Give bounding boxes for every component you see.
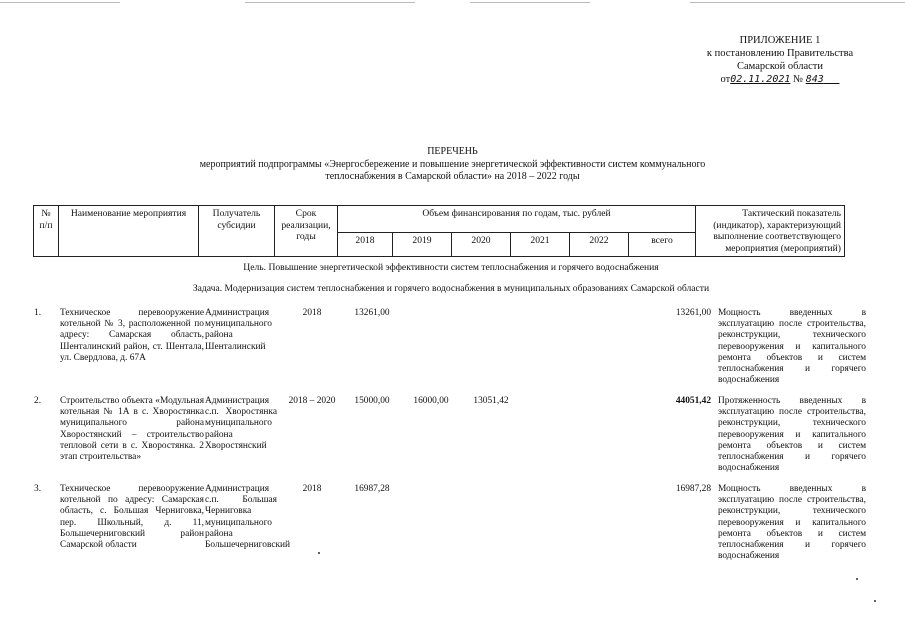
appendix-title: ПРИЛОЖЕНИЕ 1 — [739, 35, 821, 46]
row-number: 1. — [34, 308, 42, 318]
document-title: ПЕРЕЧЕНЬ — [427, 146, 478, 157]
scan-artifact-line — [0, 2, 120, 3]
header-year-2018: 2018 — [338, 233, 393, 257]
row-amount-2018: 15000,00 — [354, 396, 390, 406]
row-total: 13261,00 — [675, 308, 711, 318]
scan-speck — [318, 552, 320, 554]
row-indicator: Протяженность введенных в эксплуатацию после строительства, реконструкции, технического перевооружения и капитального ремонта объектов и систем теплоснабжения и горячего водоснабжения — [718, 396, 866, 474]
row-term: 2018 – 2020 — [288, 396, 336, 406]
document-title-block — [150, 146, 755, 184]
row-number: 2. — [34, 396, 42, 406]
row-name: Строительство объекта «Модульная котельная № 1А в с. Хворостянка муниципального района Хворостянский – строительство тепловой сети в с. Хворостянка. 2 этап строительства» — [60, 396, 204, 463]
header-name: Наименование мероприятия — [59, 206, 199, 257]
header-term: Срок реализации, годы — [275, 206, 338, 257]
row-term: 2018 — [302, 308, 322, 318]
row-name: Техническое перевооружение котельной по адресу: Самарская область, с. Большая Черниговка, пер. Школьный, д. 11, Большечерниговский район Самарской области — [60, 484, 204, 551]
header-recipient: Получатель субсидии — [199, 206, 275, 257]
task-line: Задача. Модернизация систем теплоснабжения и горячего водоснабжения в муниципальных образованиях Самарской области — [192, 283, 710, 294]
header-year-2021: 2021 — [511, 233, 570, 257]
date-prefix: от — [720, 74, 731, 85]
row-recipient: Администрация с.п. Большая Черниговка муниципального района Большечерниговский — [205, 484, 291, 551]
goal-line: Цель. Повышение энергетической эффективности систем теплоснабжения и горячего водоснабжения — [243, 262, 659, 273]
row-amount-2019: 16000,00 — [413, 396, 449, 406]
row-amount-2018: 16987,28 — [354, 484, 390, 494]
header-year-2022: 2022 — [570, 233, 629, 257]
scan-speck — [856, 578, 858, 580]
header-num: № п/п — [34, 206, 59, 257]
date-value: 02.11.2021 — [730, 74, 791, 85]
appendix-date-line — [700, 73, 860, 86]
number-value: 843 — [805, 74, 824, 85]
document-subtitle-1: мероприятий подпрограммы «Энергосбережение и повышение энергетической эффективности систем коммунального — [199, 158, 706, 170]
row-name: Техническое перевооружение котельной № 3, расположенной по адресу: Самарская область, Шенталинский район, ст. Шентала, ул. Свердлова, д. 67А — [60, 308, 204, 363]
scan-artifact-line — [245, 2, 415, 3]
row-term: 2018 — [302, 484, 322, 494]
row-total: 44051,42 — [675, 396, 711, 406]
appendix-line-2: Самарской области — [737, 61, 823, 72]
row-recipient: Администрация с.п. Хворостянка муниципального района Хворостянский — [205, 396, 277, 451]
appendix-line-1: к постановлению Правительства — [706, 48, 854, 59]
row-indicator: Мощность введенных в эксплуатацию после строительства, реконструкции, технического перевооружения и капитального ремонта объектов и систем теплоснабжения и горячего водоснабжения — [718, 308, 866, 386]
header-total: всего — [629, 233, 696, 257]
header-year-2019: 2019 — [393, 233, 452, 257]
table-header — [33, 205, 845, 257]
row-number: 3. — [34, 484, 42, 494]
header-indicator: Тактический показатель (индикатор), характеризующий выполнение соответствующего мероприятия (мероприятий) — [696, 206, 845, 257]
scan-speck — [874, 600, 876, 602]
row-indicator: Мощность введенных в эксплуатацию после строительства, реконструкции, технического перевооружения и капитального ремонта объектов и систем теплоснабжения и горячего водоснабжения — [718, 484, 866, 562]
row-total: 16987,28 — [675, 484, 711, 494]
row-amount-2020: 13051,42 — [473, 396, 509, 406]
document-subtitle-2: теплоснабжения в Самарской области» на 2018 – 2022 годы — [325, 171, 580, 182]
row-amount-2018: 13261,00 — [354, 308, 390, 318]
scan-artifact-line — [470, 2, 590, 3]
header-funding: Объем финансирования по годам, тыс. рублей — [338, 206, 696, 233]
number-prefix: № — [793, 74, 804, 85]
header-year-2020: 2020 — [452, 233, 511, 257]
scan-artifact-line — [690, 2, 905, 3]
appendix-block — [700, 34, 860, 86]
row-recipient: Администрация муниципального района Шенталинский — [205, 308, 272, 352]
